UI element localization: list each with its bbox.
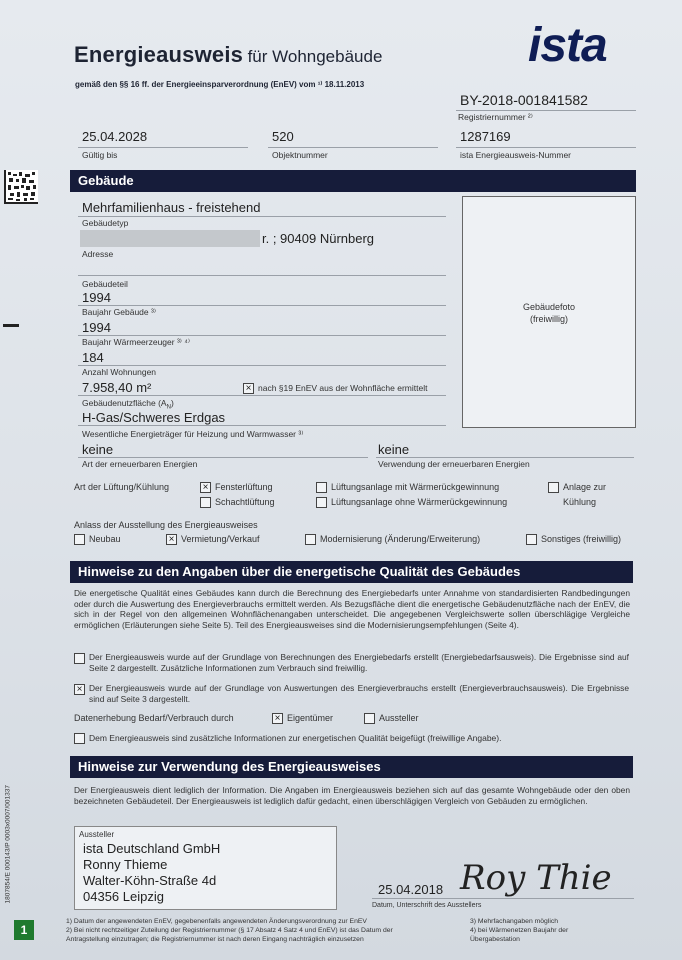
renewable-type-value: keine <box>82 442 114 457</box>
ventilation-label: Art der Lüftung/Kühlung <box>74 482 170 492</box>
datamatrix-icon <box>4 170 38 204</box>
ventilation-shaft-checkbox[interactable] <box>200 497 211 508</box>
renewable-use-value: keine <box>378 442 410 457</box>
data-collection-label: Datenerhebung Bedarf/Verbrauch durch <box>74 713 234 723</box>
photo-label: Gebäudefoto <box>522 302 576 312</box>
demand-based-label: Der Energieausweis wurde auf der Grundlage von Berechnungen des Energiebedarfs erstellt (Energiebedarfsausweis). Die Ergebnisse sind auf Seite 2 dargestellt. Zusätzliche Informationen zum Verbrauch sind freiwillig. <box>89 652 629 673</box>
consumption-based-checkbox[interactable]: × <box>74 684 85 695</box>
photo-optional-label: (freiwillig) <box>530 314 568 324</box>
object-number-label: Objektnummer <box>272 150 328 160</box>
renewable-use-label: Verwendung der erneuerbaren Energien <box>378 459 530 469</box>
demand-based-checkbox[interactable] <box>74 653 85 664</box>
energy-carrier-label: Wesentliche Energieträger für Heizung und Warmwasser ³⁾ <box>82 429 304 439</box>
ventilation-without-recovery-checkbox[interactable] <box>316 497 327 508</box>
area-method-checkbox[interactable]: × <box>243 383 254 394</box>
building-type-label: Gebäudetyp <box>82 218 129 228</box>
occasion-other-checkbox[interactable] <box>526 534 537 545</box>
area-value: 7.958,40 m² <box>82 380 152 395</box>
date-signature-label: Datum, Unterschrift des Ausstellers <box>372 902 482 909</box>
registration-label: Registriernummer ²⁾ <box>458 112 533 122</box>
ista-logo: ista <box>528 19 607 72</box>
ventilation-with-recovery-checkbox[interactable] <box>316 482 327 493</box>
collection-owner-checkbox[interactable]: × <box>272 713 283 724</box>
section-usage-title: Hinweise zur Verwendung des Energieausweises <box>70 756 633 778</box>
ventilation-window-label: Fensterlüftung <box>215 482 273 492</box>
area-label: Gebäudenutzfläche $(A_N)$ <box>82 398 174 411</box>
cooling-system-checkbox[interactable] <box>548 482 559 493</box>
object-number-value: 520 <box>272 129 294 144</box>
address-value: r. ; 90409 Nürnberg <box>262 231 375 246</box>
issuer-label: Aussteller <box>79 830 115 839</box>
units-value: 184 <box>82 350 104 365</box>
cooling-system-label: Anlage zur <box>563 482 607 492</box>
issuer-person: Ronny Thieme <box>83 857 168 872</box>
collection-owner-label: Eigentümer <box>287 713 334 723</box>
ventilation-shaft-label: Schachtlüftung <box>215 497 275 507</box>
issuer-box <box>74 826 337 910</box>
issuer-signature: Roy Thie <box>460 858 612 898</box>
ventilation-with-recovery-label: Lüftungsanlage mit Wärmerückgewinnung <box>331 482 500 492</box>
renewable-type-label: Art der erneuerbaren Energien <box>82 459 198 469</box>
year-building-label: Baujahr Gebäude ³⁾ <box>82 307 156 317</box>
occasion-rent-sale-checkbox[interactable]: × <box>166 534 177 545</box>
registration-number: BY-2018-001841582 <box>460 92 588 108</box>
footnotes-right: 3) Mehrfachangaben möglich 4) bei Wärmenetzen Baujahr der Übergabestation <box>470 918 569 943</box>
certificate-number-label: ista Energieausweis-Nummer <box>460 150 572 160</box>
issue-date: 25.04.2018 <box>378 882 444 897</box>
year-building-value: 1994 <box>82 290 111 305</box>
energy-carrier-value: H-Gas/Schweres Erdgas <box>82 410 226 425</box>
quality-paragraph: Die energetische Qualität eines Gebäudes kann durch die Berechnung des Energiebedarfs unter Annahme von standardisierten Randbedingungen oder durch die Auswertung des Energieverbrauchs ermittelt werden. Als Bezugsfläche dient die energetische Gebäudenutzfläche nach der EnEV, die sich in der Regel von den allgemeinen Wohnflächenangaben unterscheidet. Die angegebenen Vergleichswerte sollen überschlägige Vergleiche ermöglichen (Erläuterungen siehe Seite 5). Teil des Energieausweises sind die Modernisierungsempfehlungen (Seite 4). <box>74 588 630 630</box>
ventilation-without-recovery-label: Lüftungsanlage ohne Wärmerückgewinnung <box>331 497 508 507</box>
year-heater-value: 1994 <box>82 320 111 335</box>
page-number-badge: 1 <box>14 920 34 940</box>
document-title: Energieausweis für Wohngebäude <box>74 42 383 67</box>
additional-info-checkbox[interactable] <box>74 733 85 744</box>
issuer-city: 04356 Leipzig <box>83 889 164 904</box>
building-photo-box <box>462 196 636 428</box>
valid-until-label: Gültig bis <box>82 150 118 160</box>
occasion-modernisation-checkbox[interactable] <box>305 534 316 545</box>
usage-paragraph: Der Energieausweis dient lediglich der Information. Die Angaben im Energieausweis beziehen sich auf das gesamte Wohngebäude oder den oben bezeichneten Gebäudeteil. Der Energieausweis ist lediglich dafür gedacht, einen überschlägigen Vergleich von Gebäuden zu ermöglichen. <box>74 785 630 806</box>
occasion-other-label: Sonstiges (freiwillig) <box>541 534 622 544</box>
year-heater-label: Baujahr Wärmeerzeuger ³⁾ ⁴⁾ <box>82 337 190 347</box>
fold-mark <box>3 324 19 327</box>
collection-issuer-checkbox[interactable] <box>364 713 375 724</box>
certificate-number-value: 1287169 <box>460 129 511 144</box>
cooling-system-label-line2: Kühlung <box>563 497 597 507</box>
footnotes-left: 1) Datum der angewendeten EnEV, gegebenenfalls angewendeten Änderungsverordnung zur EnEV 2) Bei nicht rechtzeitiger Zuteilung der Registriernummer (§ 17 Absatz 4 Satz 4 und EnEV) ist das Datum der Antragstellung einzutragen; die Registriernummer ist nach deren Eingang nachträglich einzusetzen <box>66 918 393 943</box>
occasion-new-building-label: Neubau <box>89 534 121 544</box>
consumption-based-label: Der Energieausweis wurde auf der Grundlage von Auswertungen des Energieverbrauchs erstellt (Energieverbrauchsausweis). Die Ergebnisse sind auf Seite 3 dargestellt. <box>89 683 629 704</box>
redacted-address <box>80 230 260 247</box>
building-type-value: Mehrfamilienhaus - freistehend <box>82 200 261 215</box>
address-label: Adresse <box>82 249 114 259</box>
section-building-title: Gebäude <box>70 170 636 192</box>
valid-until-value: 25.04.2028 <box>82 129 148 144</box>
ventilation-window-checkbox[interactable]: × <box>200 482 211 493</box>
section-quality-title: Hinweise zu den Angaben über die energetische Qualität des Gebäudes <box>70 561 633 583</box>
occasion-modernisation-label: Modernisierung (Änderung/Erweiterung) <box>320 534 481 544</box>
document-subtitle: gemäß den §§ 16 ff. der Energieeinsparverordnung (EnEV) vom ¹⁾ 18.11.2013 <box>75 80 365 89</box>
side-document-code: 1807854/E 000143/P 0003x0007/001337 <box>4 785 12 904</box>
issuer-street: Walter-Köhn-Straße 4d <box>83 873 217 888</box>
issuer-company: ista Deutschland GmbH <box>83 841 221 856</box>
collection-issuer-label: Aussteller <box>379 713 419 723</box>
occasion-new-building-checkbox[interactable] <box>74 534 85 545</box>
building-part-label: Gebäudeteil <box>82 279 128 289</box>
units-label: Anzahl Wohnungen <box>82 367 157 377</box>
occasion-label: Anlass der Ausstellung des Energieausweises <box>74 520 258 530</box>
area-method-label: nach §19 EnEV aus der Wohnfläche ermittelt <box>258 383 428 393</box>
occasion-rent-sale-label: Vermietung/Verkauf <box>181 534 260 544</box>
additional-info-label: Dem Energieausweis sind zusätzliche Informationen zur energetischen Qualität beigefügt (freiwillige Angabe). <box>89 733 502 743</box>
